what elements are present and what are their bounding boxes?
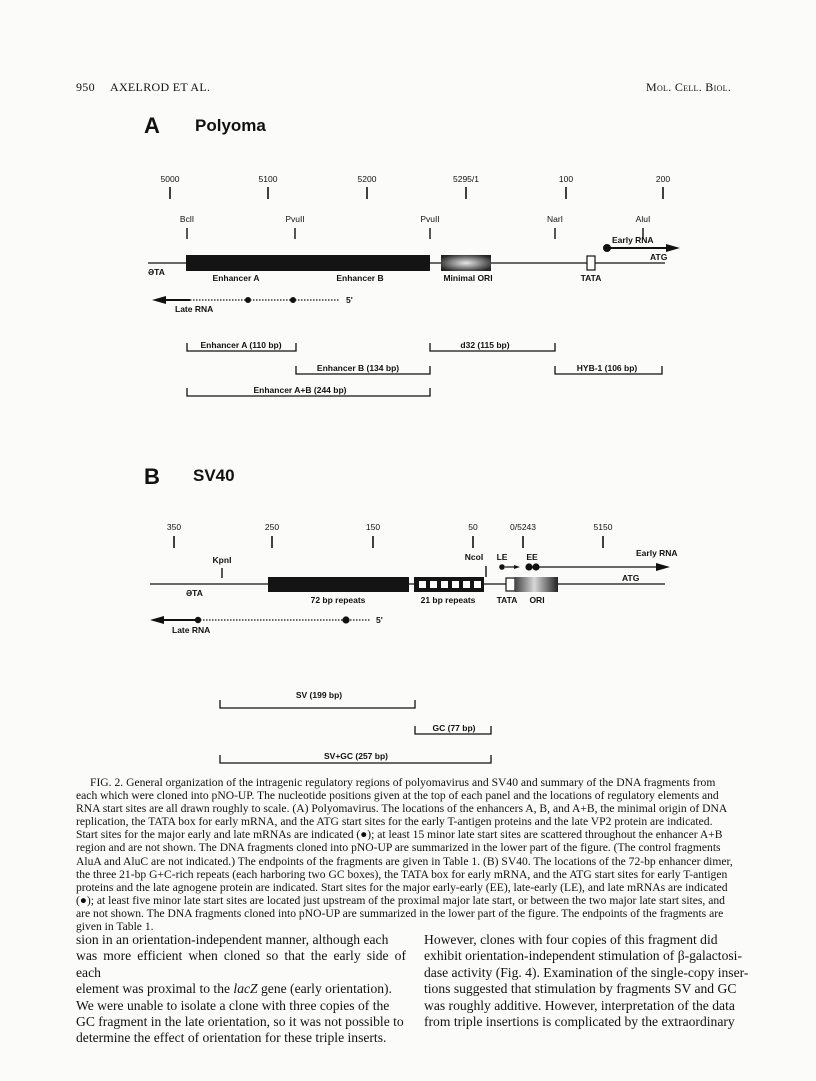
tata-label: TATA: [496, 595, 518, 605]
late-rna-label: Late RNA: [175, 304, 214, 314]
site-ncoi: NcoI: [464, 552, 484, 562]
tata-box: [506, 578, 515, 591]
atg-label: ATG: [650, 252, 668, 262]
panel-a-letter: A: [144, 113, 160, 138]
sv40-map: [150, 548, 678, 635]
running-head-journal: Mol. Cell. Biol.: [646, 80, 732, 94]
pos-50: 50: [468, 522, 478, 532]
fragment-enhancer-ab: Enhancer A+B (244 bp): [253, 385, 347, 395]
early-rna-arrowhead: [666, 244, 680, 252]
body-line: from triple insertions is complicated by the extraordinary: [424, 1014, 735, 1030]
lacz-gene: lacZ: [233, 981, 258, 997]
panel-a-position-ticks: [161, 174, 671, 199]
late-rna-five-prime: 5': [376, 615, 383, 625]
pos-350: 350: [166, 522, 182, 532]
ori-label: ORI: [529, 595, 545, 605]
caption-line: AluA and AluC are not indicated.) The endpoints of the fragments are given in Table 1. (B) SV40. The locations of the 72-bp enhancer dimer,: [76, 854, 733, 868]
enhancer-a-box: [186, 255, 296, 271]
caption-line: the three 21-bp G+C-rich repeats (each harboring two GC boxes), the TATA box for early mRNA, and the ATG start sites for early T-antigen: [76, 867, 728, 881]
pos-5295-1: 5295/1: [453, 174, 479, 184]
late-rna-arrowhead: [150, 616, 164, 624]
panel-a: [144, 113, 680, 396]
body-right-column: [424, 932, 754, 1030]
panel-a-title: Polyoma: [195, 116, 266, 135]
figure-caption: [76, 776, 752, 933]
enhancer-a-label: Enhancer A: [212, 273, 260, 283]
site-pvuii-1: PvuII: [285, 214, 305, 224]
body-line: However, clones with four copies of this fragment did: [424, 932, 718, 947]
repeats-72bp-label: 72 bp repeats: [310, 595, 366, 605]
caption-line: each which were cloned into pNO-UP. The nucleotide positions given at the top of each panel and the locations of regulatory elements and: [76, 789, 719, 803]
body-line: was roughly additive. However, interpretation of the data: [424, 997, 735, 1013]
panel-b-letter: B: [144, 464, 160, 489]
caption-line: proteins and the late agnogene protein are indicated. Start sites for the major early-early (EE), late-early (LE), and late mRNAs are indicated: [76, 880, 728, 894]
pos-5100: 5100: [258, 174, 278, 184]
site-alui: AluI: [635, 214, 651, 224]
late-rna-start-dot-2: [342, 616, 349, 623]
le-start-dot: [499, 564, 505, 570]
site-bcli: BclI: [179, 214, 195, 224]
pos-5150: 5150: [593, 522, 613, 532]
body-line: determine the effect of orientation for these triple inserts.: [76, 1030, 387, 1046]
ee-label: EE: [526, 552, 538, 562]
late-rna-arrowhead: [152, 296, 166, 304]
tata-label: TATA: [580, 273, 602, 283]
caption-line: RNA start sites are all drawn roughly to scale. (A) Polyomavirus. The locations of the enhancers A, B, and A+B, the minimal origin of DNA: [76, 802, 728, 816]
enhancer-b-box: [296, 255, 430, 271]
pos-5200: 5200: [357, 174, 377, 184]
fragment-gc: GC (77 bp): [432, 723, 476, 733]
le-label: LE: [496, 552, 508, 562]
ori-box: [515, 577, 558, 592]
early-rna-arrowhead: [656, 563, 670, 571]
fragment-sv-gc: SV+GC (257 bp): [323, 751, 389, 761]
panel-b: [144, 464, 678, 763]
dta-label: ƏTA: [186, 588, 203, 598]
panel-b-position-ticks: [167, 522, 613, 548]
caption-line: replication, the TATA box for early mRNA, and the ATG start sites for the early T-antigen proteins and the late VP2 protein are indicated.: [76, 815, 713, 829]
pos-150: 150: [365, 522, 381, 532]
pos-0-5243: 0/5243: [510, 522, 536, 532]
caption-line: FIG. 2. General organization of the intragenic regulatory regions of polyomavirus and SV40 and summary of the DNA fragments from: [90, 776, 716, 789]
early-rna-label: Early RNA: [636, 548, 678, 558]
body-line: was more efficient when cloned so that the early side of each: [76, 948, 406, 980]
panel-a-restriction-sites: [180, 214, 650, 239]
minimal-ori-box: [441, 255, 491, 271]
late-rna-start-dot-1: [195, 617, 201, 623]
tata-box: [587, 256, 595, 270]
body-line: element was proximal to the lacZ gene (early orientation).: [76, 981, 392, 997]
pos-250: 250: [264, 522, 280, 532]
late-rna-start-dot-1: [245, 297, 251, 303]
body-line: GC fragment in the late orientation, so it was not possible to: [76, 1014, 404, 1030]
fragment-enhancer-b: Enhancer B (134 bp): [316, 363, 400, 373]
pos-100: 100: [558, 174, 574, 184]
caption-line: region and are not shown. The DNA fragments cloned into pNO-UP are summarized in the lower part of the figure. (The control fragments: [76, 841, 721, 855]
site-nari: NarI: [546, 214, 564, 224]
repeats-21bp-box: [414, 577, 484, 592]
body-line: exhibit orientation-independent stimulation of β-galactosi-: [424, 948, 742, 964]
body-line: We were unable to isolate a clone with three copies of the: [76, 997, 390, 1013]
ee-start-dot-1: [525, 563, 532, 570]
pos-5000: 5000: [160, 174, 180, 184]
caption-line: Start sites for the major early and late mRNAs are indicated (●); at least 15 minor late start sites are scattered throughout the enhancer A+B: [76, 828, 723, 842]
minimal-ori-label: Minimal ORI: [443, 273, 493, 283]
site-kpni: KpnI: [212, 555, 232, 565]
caption-line: (●); at least five minor late start sites are located just upstream of the proximal major late start, or between the two major late start sites, and: [76, 893, 725, 907]
fragment-hyb1: HYB-1 (106 bp): [576, 363, 638, 373]
late-rna-label: Late RNA: [172, 625, 211, 635]
page-number: 950: [76, 80, 95, 94]
panel-b-title: SV40: [193, 466, 235, 485]
caption-line: given in Table 1.: [76, 920, 154, 934]
fragment-sv: SV (199 bp): [295, 690, 343, 700]
running-head-authors: AXELROD ET AL.: [110, 80, 211, 94]
late-rna-five-prime: 5': [346, 295, 353, 305]
body-line: sion in an orientation-independent manner, although each: [76, 932, 389, 947]
repeats-21bp-label: 21 bp repeats: [420, 595, 476, 605]
enhancer-b-label: Enhancer B: [336, 273, 384, 283]
polyoma-map: [148, 235, 680, 314]
body-line: dase activity (Fig. 4). Examination of the single-copy inser-: [424, 964, 749, 980]
repeats-72bp-box: [268, 577, 409, 592]
early-rna-label: Early RNA: [612, 235, 654, 245]
caption-line: are not shown. The DNA fragments cloned into pNO-UP are summarized in the lower part of the figure. The endpoints of the fragments are: [76, 906, 724, 920]
atg-label: ATG: [622, 573, 640, 583]
body-left-column: [76, 932, 406, 1047]
dta-label: ƏTA: [148, 267, 165, 277]
site-pvuii-2: PvuII: [420, 214, 440, 224]
fragment-enhancer-a: Enhancer A (110 bp): [200, 340, 282, 350]
fragment-d32: d32 (115 bp): [460, 340, 510, 350]
pos-200: 200: [655, 174, 671, 184]
body-line: tions suggested that stimulation by fragments SV and GC: [424, 981, 737, 997]
late-rna-start-dot-2: [290, 297, 296, 303]
